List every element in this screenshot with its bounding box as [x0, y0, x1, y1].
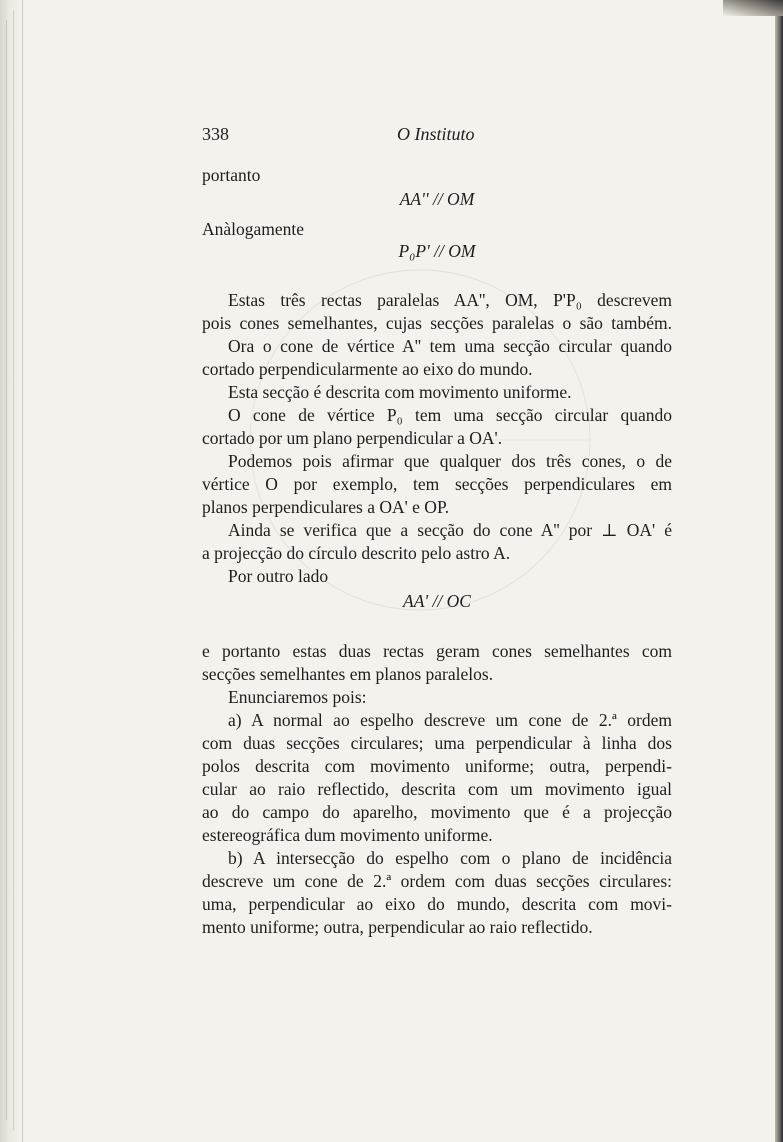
formula-line: P₀P' // OM — [398, 241, 476, 261]
text-line: com duas secções circulares; uma perpendicular à linha dos — [202, 733, 672, 753]
text-line: Por outro lado — [228, 566, 329, 586]
text-line: polos descrita com movimento uniforme; outra, perpendi- — [202, 756, 672, 776]
text-line: Esta secção é descrita com movimento uniforme. — [228, 382, 572, 402]
text-line: Estas três rectas paralelas AA'', OM, P'P₀ descrevem — [228, 290, 672, 310]
text-line: ao do campo do aparelho, movimento que é a projecção — [202, 802, 672, 822]
text-line: Ainda se verifica que a secção do cone A'' por ⊥ OA' é — [228, 520, 672, 540]
text-line: a projecção do círculo descrito pelo astro A. — [202, 543, 511, 563]
text-line: a) A normal ao espelho descreve um cone de 2.ª ordem — [228, 710, 672, 730]
formula-line: AA' // OC — [403, 591, 471, 611]
text-line: descreve um cone de 2.ª ordem com duas secções circulares: — [202, 871, 672, 891]
text-line: estereográfica dum movimento uniforme. — [202, 825, 493, 845]
page-edge-right — [775, 0, 783, 1142]
text-line: planos perpendiculares a OA' e OP. — [202, 497, 450, 517]
text-line: b) A intersecção do espelho com o plano de incidência — [228, 848, 672, 868]
text-line: secções semelhantes em planos paralelos. — [202, 664, 494, 684]
page-header — [202, 124, 672, 146]
text-line: Ora o cone de vértice A'' tem uma secção circular quando — [228, 336, 672, 356]
running-title: O Instituto — [397, 124, 475, 144]
text-line: cortado por um plano perpendicular a OA'. — [202, 428, 503, 448]
text-line: uma, perpendicular ao eixo do mundo, descrita com movi- — [202, 894, 672, 914]
text-line: pois cones semelhantes, cujas secções paralelas o são também. — [202, 313, 672, 333]
text-line: mento uniforme; outra, perpendicular ao raio reflectido. — [202, 917, 593, 937]
text-line: cortado perpendicularmente ao eixo do mundo. — [202, 359, 533, 379]
page-number: 338 — [202, 124, 229, 144]
page-edge-left — [0, 0, 23, 1142]
text-line: cular ao raio reflectido, descrita com um movimento igual — [202, 779, 672, 799]
formula-line: AA'' // OM — [399, 189, 475, 209]
text-line: e portanto estas duas rectas geram cones semelhantes com — [202, 641, 672, 661]
text-line: Podemos pois afirmar que qualquer dos três cones, o de — [228, 451, 672, 471]
text-line: Anàlogamente — [202, 219, 305, 239]
text-line: O cone de vértice P₀ tem uma secção circular quando — [228, 405, 672, 425]
text-line: vértice O por exemplo, tem secções perpendiculares em — [202, 474, 672, 494]
page-corner-shadow — [723, 0, 783, 16]
text-line: portanto — [202, 165, 261, 185]
text-line: Enunciaremos pois: — [228, 687, 367, 707]
